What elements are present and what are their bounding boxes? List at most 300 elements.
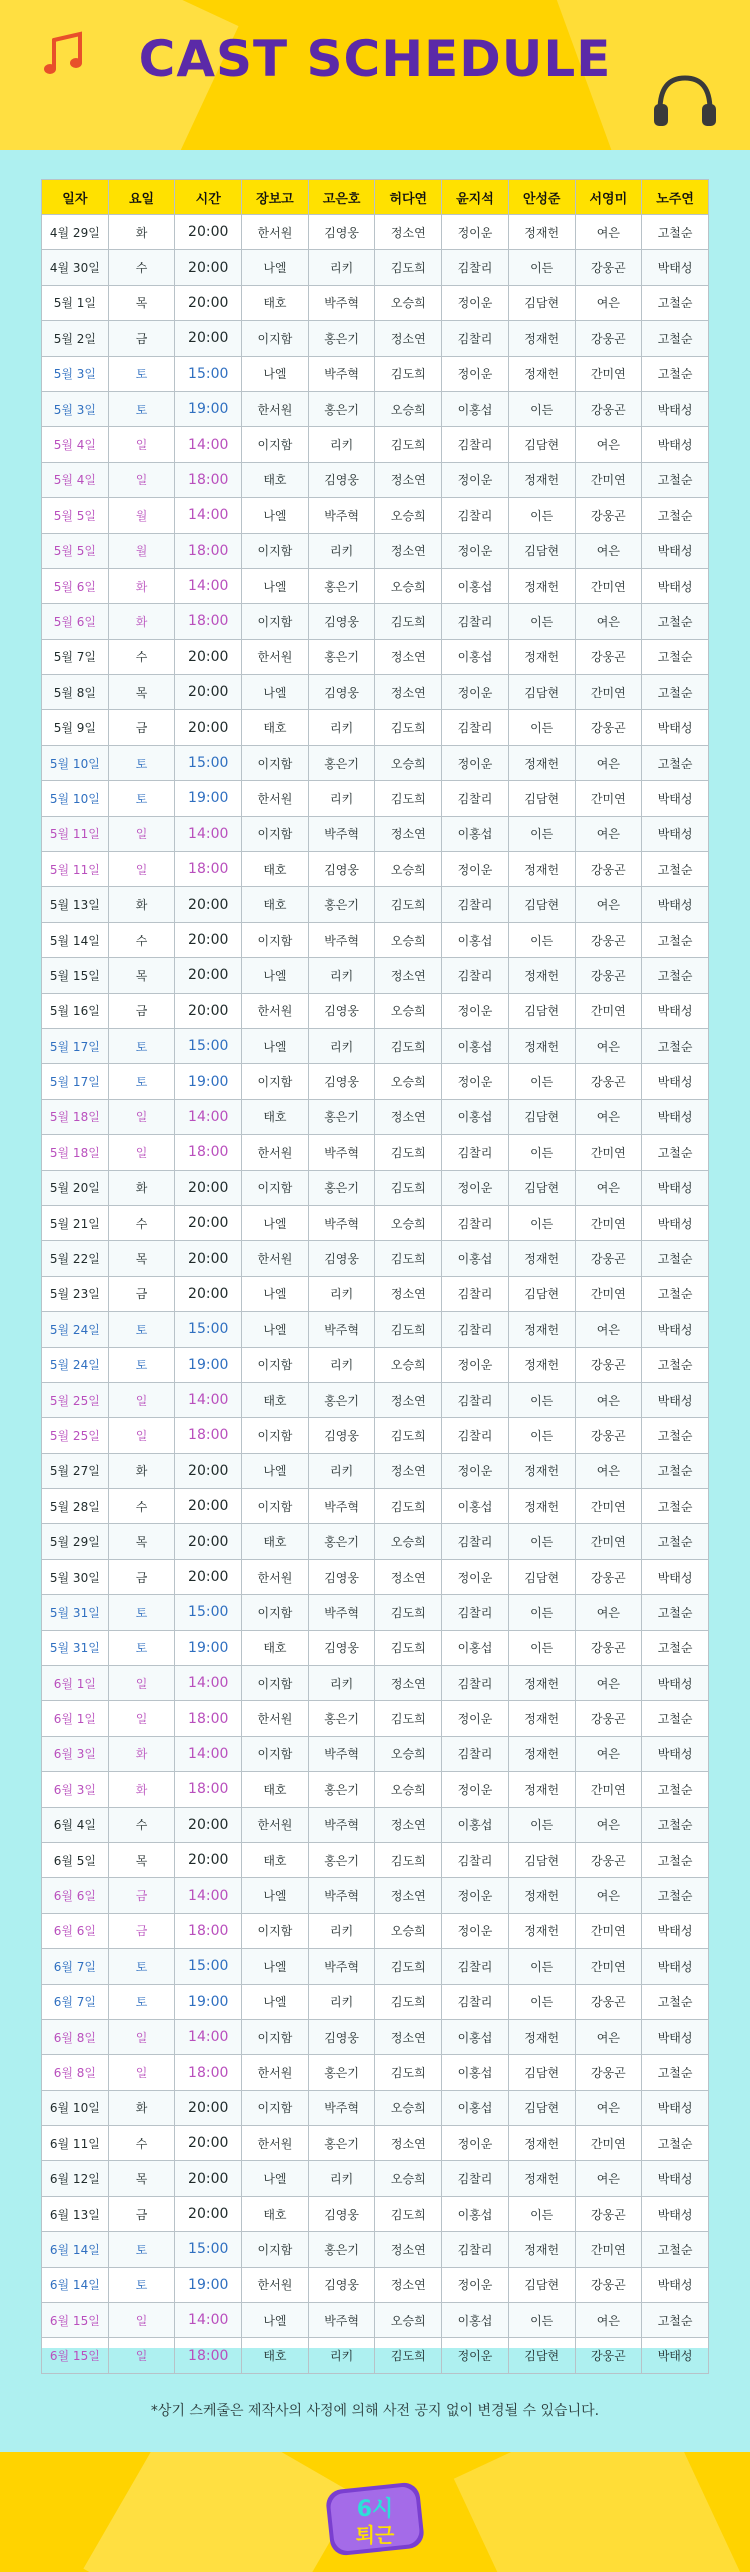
- day-cell: 화: [108, 604, 175, 639]
- time-cell: 20:00: [175, 1559, 242, 1594]
- day-cell: 월: [108, 533, 175, 568]
- day-cell: 화: [108, 1736, 175, 1771]
- table-row: [42, 2232, 709, 2267]
- day-cell: 일: [108, 427, 175, 462]
- table-row: [42, 1949, 709, 1984]
- cast-cell: 정이운: [442, 993, 509, 1028]
- cast-cell: 김도희: [375, 1949, 442, 1984]
- cast-cell: 정소연: [375, 1453, 442, 1488]
- cast-cell: 박주혁: [308, 1878, 375, 1913]
- day-cell: 화: [108, 568, 175, 603]
- cast-cell: 고철순: [642, 1028, 709, 1063]
- cast-cell: 김찰리: [442, 427, 509, 462]
- date-cell: 6월 8일: [42, 2055, 109, 2090]
- cast-cell: 강웅곤: [575, 1701, 642, 1736]
- time-cell: 20:00: [175, 2126, 242, 2161]
- cast-cell: 박태성: [642, 710, 709, 745]
- time-cell: 14:00: [175, 1666, 242, 1701]
- cast-cell: 고철순: [642, 1842, 709, 1877]
- cast-cell: 정재헌: [508, 1736, 575, 1771]
- time-cell: 18:00: [175, 2055, 242, 2090]
- table-row: [42, 2303, 709, 2338]
- table-row: [42, 2055, 709, 2090]
- cast-cell: 김찰리: [442, 1135, 509, 1170]
- cast-cell: 김찰리: [442, 498, 509, 533]
- day-cell: 일: [108, 462, 175, 497]
- day-cell: 토: [108, 2232, 175, 2267]
- column-header: 허다연: [375, 180, 442, 215]
- cast-cell: 정재헌: [508, 568, 575, 603]
- table-row: [42, 1701, 709, 1736]
- date-cell: 6월 1일: [42, 1701, 109, 1736]
- table-row: [42, 1524, 709, 1559]
- cast-cell: 정재헌: [508, 852, 575, 887]
- column-header: 서영미: [575, 180, 642, 215]
- cast-cell: 나엘: [242, 1205, 309, 1240]
- cast-cell: 이든: [508, 391, 575, 426]
- cast-cell: 고철순: [642, 639, 709, 674]
- cast-cell: 정이운: [442, 2126, 509, 2161]
- cast-cell: 간미연: [575, 1276, 642, 1311]
- table-row: [42, 1347, 709, 1382]
- cast-cell: 김도희: [375, 2055, 442, 2090]
- time-cell: 20:00: [175, 2090, 242, 2125]
- cast-cell: 이지함: [242, 321, 309, 356]
- cast-cell: 리키: [308, 1028, 375, 1063]
- date-cell: 5월 10일: [42, 781, 109, 816]
- cast-cell: 이홍섭: [442, 2090, 509, 2125]
- cast-cell: 오승희: [375, 391, 442, 426]
- cast-cell: 박주혁: [308, 285, 375, 320]
- day-cell: 토: [108, 1949, 175, 1984]
- cast-cell: 홍은기: [308, 2126, 375, 2161]
- cast-cell: 나엘: [242, 1878, 309, 1913]
- cast-cell: 오승희: [375, 993, 442, 1028]
- table-row: [42, 1028, 709, 1063]
- cast-cell: 김도희: [375, 356, 442, 391]
- time-cell: 20:00: [175, 887, 242, 922]
- day-cell: 수: [108, 639, 175, 674]
- cast-cell: 김찰리: [442, 2232, 509, 2267]
- cast-cell: 한서원: [242, 2055, 309, 2090]
- cast-cell: 고철순: [642, 1878, 709, 1913]
- cast-cell: 리키: [308, 533, 375, 568]
- day-cell: 목: [108, 285, 175, 320]
- time-cell: 18:00: [175, 1772, 242, 1807]
- cast-cell: 오승희: [375, 1772, 442, 1807]
- cast-cell: 한서원: [242, 1241, 309, 1276]
- day-cell: 토: [108, 1984, 175, 2019]
- cast-cell: 이홍섭: [442, 568, 509, 603]
- cast-cell: 나엘: [242, 1028, 309, 1063]
- cast-cell: 김도희: [375, 1170, 442, 1205]
- cast-cell: 김도희: [375, 2196, 442, 2231]
- cast-cell: 정이운: [442, 533, 509, 568]
- cast-cell: 박주혁: [308, 1312, 375, 1347]
- cast-cell: 정재헌: [508, 1878, 575, 1913]
- table-row: [42, 1453, 709, 1488]
- cast-cell: 이든: [508, 1382, 575, 1417]
- date-cell: 5월 17일: [42, 1028, 109, 1063]
- cast-cell: 간미연: [575, 2232, 642, 2267]
- cast-cell: 김담현: [508, 2267, 575, 2302]
- cast-cell: 나엘: [242, 2303, 309, 2338]
- table-row: [42, 887, 709, 922]
- time-cell: 14:00: [175, 1878, 242, 1913]
- date-cell: 6월 4일: [42, 1807, 109, 1842]
- day-cell: 화: [108, 887, 175, 922]
- cast-cell: 리키: [308, 1666, 375, 1701]
- cast-cell: 정소연: [375, 1807, 442, 1842]
- cast-cell: 홍은기: [308, 2232, 375, 2267]
- cast-cell: 고철순: [642, 285, 709, 320]
- cast-cell: 여은: [575, 1453, 642, 1488]
- cast-cell: 박주혁: [308, 1949, 375, 1984]
- cast-cell: 고철순: [642, 1524, 709, 1559]
- date-cell: 5월 24일: [42, 1347, 109, 1382]
- cast-cell: 김도희: [375, 1489, 442, 1524]
- cast-cell: 정이운: [442, 745, 509, 780]
- table-row: [42, 1276, 709, 1311]
- cast-cell: 태호: [242, 2338, 309, 2373]
- cast-cell: 고철순: [642, 1595, 709, 1630]
- table-row: [42, 675, 709, 710]
- cast-cell: 리키: [308, 250, 375, 285]
- cast-cell: 태호: [242, 462, 309, 497]
- cast-cell: 오승희: [375, 1205, 442, 1240]
- cast-cell: 나엘: [242, 1276, 309, 1311]
- cast-cell: 고철순: [642, 1807, 709, 1842]
- day-cell: 금: [108, 1913, 175, 1948]
- cast-cell: 강웅곤: [575, 1241, 642, 1276]
- cast-cell: 김영웅: [308, 462, 375, 497]
- disclaimer-text: *상기 스케줄은 제작사의 사정에 의해 사전 공지 없이 변경될 수 있습니다.: [150, 2403, 600, 2419]
- day-cell: 금: [108, 321, 175, 356]
- cast-cell: 여은: [575, 1170, 642, 1205]
- date-cell: 5월 24일: [42, 1312, 109, 1347]
- cast-cell: 김영웅: [308, 993, 375, 1028]
- cast-cell: 간미연: [575, 1524, 642, 1559]
- table-row: [42, 568, 709, 603]
- cast-cell: 고철순: [642, 498, 709, 533]
- date-cell: 5월 16일: [42, 993, 109, 1028]
- cast-cell: 한서원: [242, 1559, 309, 1594]
- date-cell: 5월 10일: [42, 745, 109, 780]
- date-cell: 5월 7일: [42, 639, 109, 674]
- cast-cell: 박태성: [642, 781, 709, 816]
- column-header: 안성준: [508, 180, 575, 215]
- day-cell: 토: [108, 2267, 175, 2302]
- time-cell: 15:00: [175, 2232, 242, 2267]
- time-cell: 14:00: [175, 427, 242, 462]
- date-cell: 6월 14일: [42, 2267, 109, 2302]
- cast-cell: 이지함: [242, 2019, 309, 2054]
- cast-cell: 태호: [242, 852, 309, 887]
- cast-cell: 강웅곤: [575, 710, 642, 745]
- cast-cell: 홍은기: [308, 1382, 375, 1417]
- cast-cell: 강웅곤: [575, 391, 642, 426]
- cast-cell: 정재헌: [508, 1028, 575, 1063]
- cast-cell: 이지함: [242, 922, 309, 957]
- cast-cell: 정소연: [375, 1878, 442, 1913]
- table-row: [42, 852, 709, 887]
- cast-cell: 이홍섭: [442, 2055, 509, 2090]
- cast-cell: 강웅곤: [575, 2267, 642, 2302]
- cast-schedule-table: [41, 179, 709, 2364]
- table-row: [42, 215, 709, 250]
- cast-cell: 김도희: [375, 1241, 442, 1276]
- cast-cell: 박태성: [642, 2196, 709, 2231]
- cast-cell: 강웅곤: [575, 852, 642, 887]
- cast-cell: 고철순: [642, 1772, 709, 1807]
- cast-cell: 김영웅: [308, 1418, 375, 1453]
- headphones-icon: [650, 70, 720, 130]
- cast-cell: 태호: [242, 1772, 309, 1807]
- table-row: [42, 1842, 709, 1877]
- table-row: [42, 498, 709, 533]
- cast-cell: 정재헌: [508, 1913, 575, 1948]
- cast-cell: 박태성: [642, 1205, 709, 1240]
- cast-cell: 나엘: [242, 250, 309, 285]
- day-cell: 일: [108, 2019, 175, 2054]
- cast-cell: 강웅곤: [575, 2055, 642, 2090]
- day-cell: 토: [108, 781, 175, 816]
- cast-cell: 간미연: [575, 1205, 642, 1240]
- cast-cell: 강웅곤: [575, 2338, 642, 2373]
- cast-cell: 김찰리: [442, 250, 509, 285]
- cast-cell: 김찰리: [442, 1312, 509, 1347]
- time-cell: 20:00: [175, 710, 242, 745]
- cast-cell: 간미연: [575, 1135, 642, 1170]
- cast-cell: 이지함: [242, 1347, 309, 1382]
- day-cell: 토: [108, 356, 175, 391]
- day-cell: 일: [108, 1418, 175, 1453]
- cast-cell: 리키: [308, 1347, 375, 1382]
- cast-cell: 정소연: [375, 533, 442, 568]
- cast-cell: 이홍섭: [442, 1099, 509, 1134]
- cast-cell: 김찰리: [442, 1205, 509, 1240]
- time-cell: 19:00: [175, 1984, 242, 2019]
- cast-cell: 정이운: [442, 2338, 509, 2373]
- date-cell: 6월 15일: [42, 2338, 109, 2373]
- date-cell: 5월 5일: [42, 498, 109, 533]
- cast-cell: 김도희: [375, 710, 442, 745]
- day-cell: 수: [108, 922, 175, 957]
- time-cell: 20:00: [175, 922, 242, 957]
- table-row: [42, 2338, 709, 2373]
- date-cell: 5월 1일: [42, 285, 109, 320]
- cast-cell: 강웅곤: [575, 1559, 642, 1594]
- time-cell: 15:00: [175, 745, 242, 780]
- cast-cell: 홍은기: [308, 639, 375, 674]
- cast-cell: 박태성: [642, 1666, 709, 1701]
- time-cell: 20:00: [175, 1842, 242, 1877]
- page-title: CAST SCHEDULE: [138, 30, 612, 88]
- time-cell: 20:00: [175, 215, 242, 250]
- date-cell: 5월 3일: [42, 391, 109, 426]
- date-cell: 5월 3일: [42, 356, 109, 391]
- cast-cell: 박태성: [642, 391, 709, 426]
- cast-cell: 오승희: [375, 1913, 442, 1948]
- date-cell: 5월 21일: [42, 1205, 109, 1240]
- cast-cell: 여은: [575, 285, 642, 320]
- cast-cell: 홍은기: [308, 391, 375, 426]
- cast-cell: 김도희: [375, 250, 442, 285]
- cast-cell: 정재헌: [508, 2126, 575, 2161]
- cast-cell: 여은: [575, 2303, 642, 2338]
- cast-cell: 태호: [242, 2196, 309, 2231]
- cast-cell: 고철순: [642, 356, 709, 391]
- cast-cell: 이지함: [242, 1489, 309, 1524]
- cast-cell: 김영웅: [308, 675, 375, 710]
- cast-cell: 이홍섭: [442, 2303, 509, 2338]
- cast-cell: 정이운: [442, 675, 509, 710]
- time-cell: 20:00: [175, 321, 242, 356]
- cast-cell: 이든: [508, 1949, 575, 1984]
- cast-cell: 간미연: [575, 781, 642, 816]
- day-cell: 화: [108, 1772, 175, 1807]
- cast-cell: 김찰리: [442, 1524, 509, 1559]
- time-cell: 15:00: [175, 1595, 242, 1630]
- table-row: [42, 321, 709, 356]
- cast-cell: 이든: [508, 1064, 575, 1099]
- cast-cell: 박태성: [642, 1099, 709, 1134]
- day-cell: 목: [108, 2161, 175, 2196]
- cast-cell: 정이운: [442, 1559, 509, 1594]
- cast-cell: 김도희: [375, 1842, 442, 1877]
- day-cell: 수: [108, 1807, 175, 1842]
- cast-cell: 한서원: [242, 2267, 309, 2302]
- time-cell: 18:00: [175, 852, 242, 887]
- day-cell: 일: [108, 1701, 175, 1736]
- cast-cell: 리키: [308, 1984, 375, 2019]
- cast-cell: 김영웅: [308, 1559, 375, 1594]
- date-cell: 6월 10일: [42, 2090, 109, 2125]
- date-cell: 5월 9일: [42, 710, 109, 745]
- table-row: [42, 1666, 709, 1701]
- cast-cell: 여은: [575, 887, 642, 922]
- table-row: [42, 604, 709, 639]
- cast-cell: 여은: [575, 2019, 642, 2054]
- cast-cell: 정소연: [375, 958, 442, 993]
- time-cell: 20:00: [175, 958, 242, 993]
- cast-cell: 정재헌: [508, 1347, 575, 1382]
- show-logo-icon: [318, 2472, 432, 2562]
- cast-cell: 강웅곤: [575, 498, 642, 533]
- cast-cell: 김영웅: [308, 2019, 375, 2054]
- cast-cell: 태호: [242, 1382, 309, 1417]
- cast-cell: 리키: [308, 2338, 375, 2373]
- date-cell: 5월 11일: [42, 852, 109, 887]
- cast-cell: 간미연: [575, 1772, 642, 1807]
- cast-cell: 리키: [308, 1453, 375, 1488]
- cast-cell: 홍은기: [308, 321, 375, 356]
- cast-cell: 박태성: [642, 993, 709, 1028]
- cast-cell: 김도희: [375, 1312, 442, 1347]
- day-cell: 토: [108, 1028, 175, 1063]
- cast-cell: 이든: [508, 498, 575, 533]
- footer-stripe: [83, 2452, 356, 2572]
- cast-cell: 정이운: [442, 1878, 509, 1913]
- cast-cell: 이지함: [242, 533, 309, 568]
- day-cell: 일: [108, 1135, 175, 1170]
- cast-cell: 정소연: [375, 1382, 442, 1417]
- cast-cell: 한서원: [242, 993, 309, 1028]
- cast-cell: 한서원: [242, 639, 309, 674]
- column-header: 고은호: [308, 180, 375, 215]
- date-cell: 6월 7일: [42, 1949, 109, 1984]
- cast-cell: 정소연: [375, 2267, 442, 2302]
- time-cell: 20:00: [175, 1453, 242, 1488]
- logo-text-line2: 퇴근: [355, 2523, 395, 2547]
- cast-cell: 김도희: [375, 887, 442, 922]
- day-cell: 금: [108, 1276, 175, 1311]
- cast-cell: 고철순: [642, 675, 709, 710]
- time-cell: 20:00: [175, 1170, 242, 1205]
- cast-cell: 이든: [508, 1524, 575, 1559]
- cast-cell: 이홍섭: [442, 922, 509, 957]
- cast-cell: 정재헌: [508, 462, 575, 497]
- cast-cell: 정이운: [442, 1701, 509, 1736]
- cast-cell: 여은: [575, 1666, 642, 1701]
- cast-cell: 여은: [575, 745, 642, 780]
- cast-cell: 홍은기: [308, 745, 375, 780]
- time-cell: 20:00: [175, 1524, 242, 1559]
- cast-cell: 간미연: [575, 1913, 642, 1948]
- table-row: [42, 2161, 709, 2196]
- cast-cell: 김담현: [508, 1559, 575, 1594]
- day-cell: 수: [108, 1205, 175, 1240]
- date-cell: 6월 8일: [42, 2019, 109, 2054]
- day-cell: 화: [108, 1170, 175, 1205]
- date-cell: 6월 1일: [42, 1666, 109, 1701]
- cast-cell: 고철순: [642, 2232, 709, 2267]
- time-cell: 18:00: [175, 2338, 242, 2373]
- cast-cell: 나엘: [242, 675, 309, 710]
- cast-cell: 정소연: [375, 1099, 442, 1134]
- cast-cell: 오승희: [375, 285, 442, 320]
- cast-cell: 박태성: [642, 2161, 709, 2196]
- cast-cell: 정이운: [442, 1347, 509, 1382]
- cast-cell: 김영웅: [308, 1241, 375, 1276]
- day-cell: 목: [108, 1524, 175, 1559]
- cast-cell: 오승희: [375, 1736, 442, 1771]
- cast-cell: 나엘: [242, 2161, 309, 2196]
- cast-cell: 이든: [508, 604, 575, 639]
- day-cell: 일: [108, 1382, 175, 1417]
- cast-cell: 정소연: [375, 321, 442, 356]
- time-cell: 18:00: [175, 1418, 242, 1453]
- date-cell: 5월 18일: [42, 1135, 109, 1170]
- cast-cell: 이지함: [242, 1418, 309, 1453]
- cast-cell: 고철순: [642, 1630, 709, 1665]
- cast-cell: 정이운: [442, 1064, 509, 1099]
- cast-cell: 오승희: [375, 2090, 442, 2125]
- day-cell: 월: [108, 498, 175, 533]
- cast-cell: 김담현: [508, 1099, 575, 1134]
- table-row: [42, 2090, 709, 2125]
- cast-cell: 여은: [575, 1736, 642, 1771]
- cast-cell: 김영웅: [308, 215, 375, 250]
- date-cell: 4월 29일: [42, 215, 109, 250]
- cast-cell: 이지함: [242, 1666, 309, 1701]
- cast-cell: 홍은기: [308, 2055, 375, 2090]
- day-cell: 토: [108, 1312, 175, 1347]
- cast-cell: 강웅곤: [575, 2196, 642, 2231]
- date-cell: 6월 5일: [42, 1842, 109, 1877]
- cast-cell: 고철순: [642, 958, 709, 993]
- table-row: [42, 2267, 709, 2302]
